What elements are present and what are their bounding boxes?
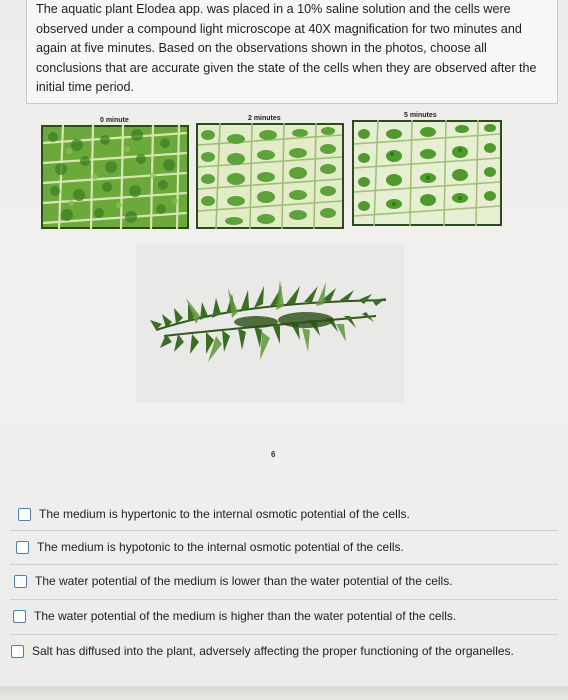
- elodea-plant-photo: [136, 244, 404, 402]
- page-bottom-edge: [0, 686, 568, 700]
- option-divider: [10, 564, 558, 565]
- checkbox-icon[interactable]: [11, 645, 24, 658]
- option-divider: [10, 599, 558, 600]
- panel-label-2-minutes: 2 minutes: [248, 115, 281, 122]
- question-prompt: [26, 0, 558, 104]
- checkbox-icon[interactable]: [18, 508, 31, 521]
- panel-label-0-minute: 0 minute: [100, 117, 129, 124]
- option-water-potential-lower[interactable]: [14, 567, 453, 595]
- option-water-potential-higher[interactable]: [13, 602, 456, 630]
- option-hypotonic[interactable]: [16, 533, 404, 561]
- option-divider: [10, 634, 558, 635]
- checkbox-icon[interactable]: [16, 541, 29, 554]
- option-divider: [10, 530, 558, 531]
- option-label: The water potential of the medium is lower than the water potential of the cells.: [35, 574, 453, 588]
- checkbox-icon[interactable]: [13, 610, 26, 623]
- panel-label-5-minutes: 5 minutes: [404, 112, 437, 119]
- option-label: The medium is hypertonic to the internal osmotic potential of the cells.: [39, 507, 410, 521]
- question-text: The aquatic plant Elodea app. was placed in a 10% saline solution and the cells were observed under a compound light microscope at 40X magnification for two minutes and again at five minutes. Based on the observations shown in the photos, choose all conclusions that are accurate given the state of the cells when they are observed after the initial time period.: [36, 2, 537, 95]
- checkbox-icon[interactable]: [14, 575, 27, 588]
- elodea-plant-image: [136, 244, 404, 402]
- elodea-figure: [38, 112, 508, 472]
- option-label: The water potential of the medium is higher than the water potential of the cells.: [34, 609, 457, 623]
- micrograph-2-minutes: [196, 123, 344, 229]
- micrograph-0-minute-image: [41, 125, 189, 229]
- page-number: 6: [271, 450, 276, 459]
- option-hypertonic[interactable]: [18, 500, 410, 528]
- micrograph-5-minutes: [352, 120, 502, 226]
- micrograph-0-minute: [41, 125, 189, 229]
- option-label: The medium is hypotonic to the internal osmotic potential of the cells.: [37, 540, 404, 554]
- micrograph-2-minutes-image: [196, 123, 344, 229]
- option-label: Salt has diffused into the plant, adversely affecting the proper functioning of the organelles.: [32, 644, 514, 658]
- option-salt-diffused[interactable]: [11, 637, 514, 665]
- micrograph-5-minutes-image: [352, 120, 502, 226]
